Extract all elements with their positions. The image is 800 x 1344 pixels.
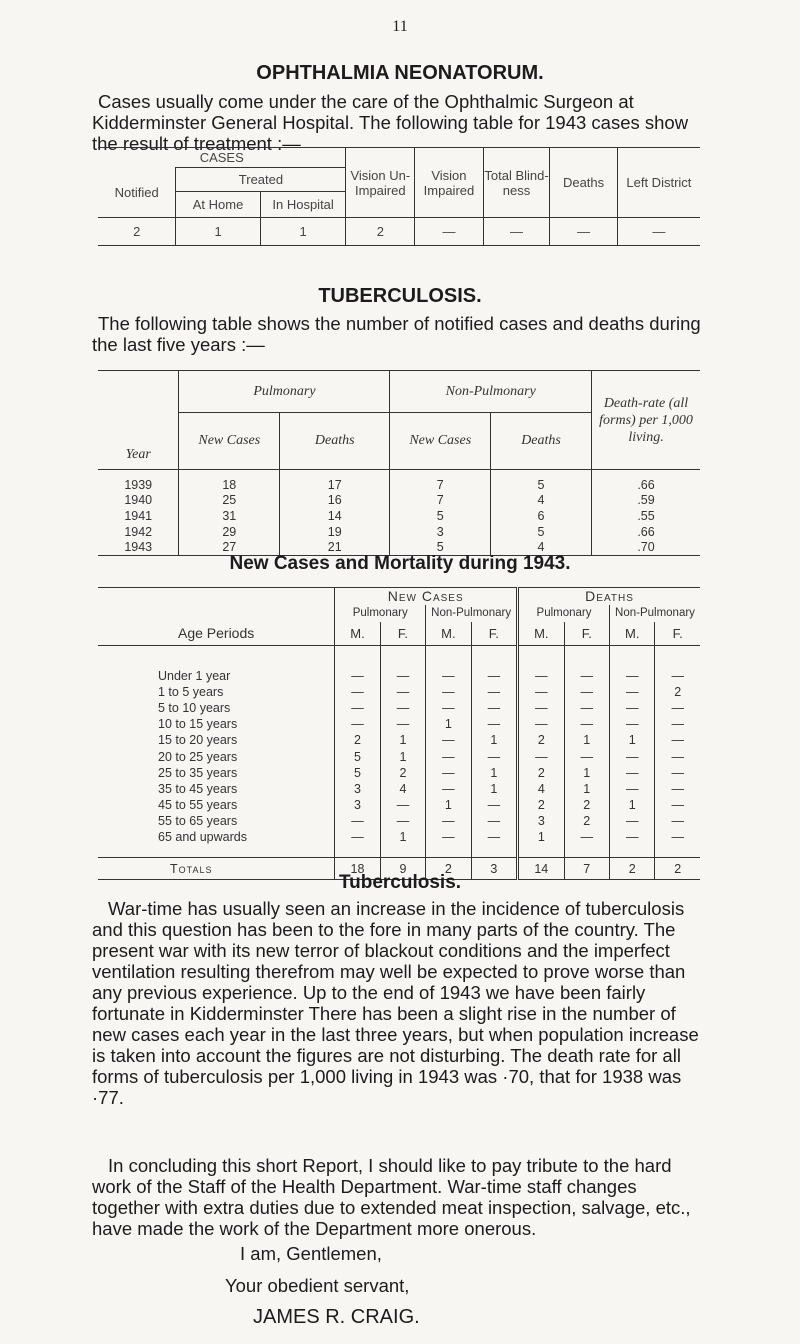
mortality-cell: 2 — [518, 797, 564, 813]
age-period-label: Under 1 year — [98, 668, 335, 684]
mortality-cell: — — [471, 700, 517, 716]
tuberculosis-table — [98, 370, 700, 556]
mortality-table — [98, 587, 700, 880]
mortality-cell: — — [426, 700, 471, 716]
mortality-title: New Cases and Mortality during 1943. — [229, 553, 571, 574]
new-cases-header: New Cases — [335, 588, 518, 605]
mortality-cell: 1 — [426, 716, 471, 732]
mortality-row — [98, 797, 700, 813]
cell-pulmonary-new-cases: 18 — [179, 470, 280, 492]
mortality-cell: — — [655, 748, 700, 764]
signature-name: JAMES R. CRAIG. — [253, 1306, 420, 1328]
cell-non-pulmonary-new-cases: 5 — [390, 540, 491, 556]
cell-non-pulmonary-deaths: 6 — [491, 508, 592, 524]
mortality-cell: 4 — [380, 781, 425, 797]
treated-header: Treated — [176, 168, 346, 192]
non-pulmonary-new-cases-header: New Cases — [390, 413, 491, 470]
mortality-cell: 1 — [426, 797, 471, 813]
mortality-cell: — — [471, 668, 517, 684]
mortality-cell: — — [564, 668, 609, 684]
cell-pulmonary-new-cases: 31 — [179, 508, 280, 524]
mortality-cell: — — [471, 813, 517, 829]
mortality-cell: 2 — [564, 813, 609, 829]
cell-year: 1943 — [98, 540, 179, 556]
cell-non-pulmonary-new-cases: 3 — [390, 524, 491, 540]
mortality-row — [98, 781, 700, 797]
mortality-cell: 18 — [335, 858, 380, 880]
mortality-cell: — — [426, 829, 471, 845]
age-period-label: 55 to 65 years — [98, 813, 335, 829]
at-home-header: At Home — [176, 192, 260, 218]
mortality-cell: 2 — [518, 732, 564, 748]
mortality-cell: — — [518, 684, 564, 700]
mortality-cell: — — [655, 732, 700, 748]
mortality-cell: 3 — [335, 797, 380, 813]
ophthalmia-intro: Cases usually come under the care of the Ophthalmic Surgeon at Kidderminster General Hospital. The following table for 1943 cases show the result of treatment :— — [92, 91, 689, 154]
male-header: M. — [609, 622, 654, 646]
mortality-cell: — — [335, 700, 380, 716]
mortality-cell: 1 — [380, 748, 425, 764]
age-period-label: 1 to 5 years — [98, 684, 335, 700]
mortality-cell: — — [471, 829, 517, 845]
cell-pulmonary-deaths: 16 — [280, 492, 390, 508]
cell-year: 1941 — [98, 508, 179, 524]
mortality-cell: — — [426, 765, 471, 781]
mortality-cell: 1 — [471, 765, 517, 781]
mortality-cell: — — [564, 716, 609, 732]
male-header: M. — [518, 622, 564, 646]
tuberculosis-intro: The following table shows the number of notified cases and deaths during the last five years :— — [92, 313, 701, 355]
cell-deaths: — — [550, 218, 618, 246]
mortality-row — [98, 765, 700, 781]
mortality-cell: 2 — [380, 765, 425, 781]
cell-total-blindness: — — [483, 218, 550, 246]
female-header: F. — [380, 622, 425, 646]
mortality-cell: 2 — [335, 732, 380, 748]
d-non-pulmonary-header: Non-Pulmonary — [609, 605, 700, 622]
mortality-row — [98, 668, 700, 684]
mortality-cell: 2 — [655, 858, 700, 880]
mortality-cell: — — [518, 700, 564, 716]
mortality-row — [98, 829, 700, 845]
mortality-row — [98, 684, 700, 700]
mortality-cell: — — [380, 668, 425, 684]
cell-year: 1940 — [98, 492, 179, 508]
mortality-row — [98, 716, 700, 732]
mortality-cell: — — [426, 668, 471, 684]
mortality-cell: 2 — [655, 684, 700, 700]
mortality-cell: — — [609, 781, 654, 797]
cell-non-pulmonary-new-cases: 7 — [390, 492, 491, 508]
pulmonary-deaths-header: Deaths — [280, 413, 390, 470]
mortality-cell: — — [564, 684, 609, 700]
mortality-cell: — — [655, 716, 700, 732]
mortality-cell: — — [655, 700, 700, 716]
mortality-cell: — — [380, 797, 425, 813]
mortality-cell: — — [471, 797, 517, 813]
mortality-cell: — — [471, 684, 517, 700]
cell-notified: 2 — [98, 218, 176, 246]
mortality-cell: — — [335, 716, 380, 732]
cell-non-pulmonary-new-cases: 5 — [390, 508, 491, 524]
mortality-cell: 1 — [380, 829, 425, 845]
mortality-cell: — — [609, 829, 654, 845]
in-hospital-header: In Hospital — [260, 192, 346, 218]
mortality-cell: — — [564, 700, 609, 716]
cell-in-hospital: 1 — [260, 218, 346, 246]
cell-pulmonary-deaths: 21 — [280, 540, 390, 556]
cell-non-pulmonary-deaths: 4 — [491, 492, 592, 508]
mortality-cell: — — [655, 668, 700, 684]
death-rate-header: Death-rate (all forms) per 1,000 living. — [592, 371, 700, 470]
mortality-cell: — — [518, 668, 564, 684]
table-spacer-row — [98, 646, 700, 668]
mortality-cell: 1 — [609, 732, 654, 748]
female-header: F. — [655, 622, 700, 646]
tuberculosis-title: TUBERCULOSIS. — [318, 285, 482, 307]
cell-vision-unimpaired: 2 — [346, 218, 415, 246]
mortality-table-body — [98, 646, 700, 880]
cell-pulmonary-deaths: 14 — [280, 508, 390, 524]
pulmonary-new-cases-header: New Cases — [179, 413, 280, 470]
mortality-cell: — — [564, 829, 609, 845]
non-pulmonary-header: Non-Pulmonary — [390, 371, 592, 413]
ophthalmia-row — [98, 218, 700, 246]
mortality-cell: 1 — [471, 732, 517, 748]
mortality-cell: 3 — [518, 813, 564, 829]
mortality-cell: — — [380, 700, 425, 716]
cases-header: CASES — [98, 148, 346, 168]
mortality-cell: 5 — [335, 765, 380, 781]
cell-death-rate: .59 — [592, 492, 700, 508]
totals-label: Totals — [98, 858, 335, 880]
ophthalmia-table — [98, 147, 700, 246]
mortality-cell: 14 — [518, 858, 564, 880]
cell-pulmonary-new-cases: 29 — [179, 524, 280, 540]
cell-non-pulmonary-deaths: 5 — [491, 470, 592, 492]
non-pulmonary-deaths-header: Deaths — [491, 413, 592, 470]
page-number: 11 — [392, 18, 408, 35]
mortality-cell: — — [380, 813, 425, 829]
total-blindness-header: Total Blind- ness — [483, 148, 550, 218]
mortality-cell: 1 — [609, 797, 654, 813]
mortality-cell: — — [655, 765, 700, 781]
cell-left-district: — — [617, 218, 700, 246]
mortality-cell: 1 — [564, 732, 609, 748]
mortality-cell: 1 — [564, 781, 609, 797]
age-period-label: 45 to 55 years — [98, 797, 335, 813]
mortality-cell: — — [609, 716, 654, 732]
mortality-cell: — — [380, 684, 425, 700]
age-period-label: 25 to 35 years — [98, 765, 335, 781]
d-pulmonary-header: Pulmonary — [518, 605, 610, 622]
notified-header: Notified — [98, 168, 176, 218]
mortality-cell: 2 — [564, 797, 609, 813]
mortality-cell: 7 — [564, 858, 609, 880]
mortality-cell: — — [426, 684, 471, 700]
mortality-cell: 1 — [564, 765, 609, 781]
mortality-cell: 3 — [471, 858, 517, 880]
mortality-cell: — — [655, 797, 700, 813]
mortality-cell: 5 — [335, 748, 380, 764]
cell-non-pulmonary-deaths: 5 — [491, 524, 592, 540]
mortality-cell: — — [609, 684, 654, 700]
female-header: F. — [564, 622, 609, 646]
cell-pulmonary-new-cases: 27 — [179, 540, 280, 556]
cell-death-rate: .66 — [592, 470, 700, 492]
mortality-cell: — — [609, 765, 654, 781]
mortality-cell: — — [655, 829, 700, 845]
mortality-cell: — — [426, 732, 471, 748]
mortality-cell: 2 — [426, 858, 471, 880]
mortality-cell: — — [426, 748, 471, 764]
cell-pulmonary-deaths: 19 — [280, 524, 390, 540]
table-spacer-row — [98, 846, 700, 858]
salutation: I am, Gentlemen, — [240, 1243, 382, 1264]
mortality-row — [98, 732, 700, 748]
mortality-cell: 4 — [518, 781, 564, 797]
mortality-cell: — — [609, 668, 654, 684]
mortality-cell: 1 — [380, 732, 425, 748]
cell-pulmonary-new-cases: 25 — [179, 492, 280, 508]
nc-pulmonary-header: Pulmonary — [335, 605, 426, 622]
age-period-label: 65 and upwards — [98, 829, 335, 845]
mortality-cell: 3 — [335, 781, 380, 797]
cell-at-home: 1 — [176, 218, 260, 246]
tuberculosis-table-body — [98, 470, 700, 556]
deaths-header: Deaths — [518, 588, 700, 605]
age-period-label: 35 to 45 years — [98, 781, 335, 797]
mortality-cell: 1 — [471, 781, 517, 797]
mortality-cell: — — [655, 813, 700, 829]
mortality-cell: — — [655, 781, 700, 797]
mortality-cell: — — [426, 813, 471, 829]
mortality-cell: 2 — [518, 765, 564, 781]
tb-text-heading: Tuberculosis. — [338, 872, 462, 893]
nc-non-pulmonary-header: Non-Pulmonary — [426, 605, 518, 622]
tuberculosis-row — [98, 492, 700, 508]
year-header: Year — [98, 371, 179, 470]
male-header: M. — [335, 622, 380, 646]
mortality-cell: — — [335, 813, 380, 829]
mortality-cell: 1 — [518, 829, 564, 845]
tuberculosis-row — [98, 524, 700, 540]
age-period-label: 15 to 20 years — [98, 732, 335, 748]
mortality-cell: — — [471, 748, 517, 764]
ophthalmia-title: OPHTHALMIA NEONATORUM. — [256, 62, 544, 84]
tb-text-para1: War-time has usually seen an increase in the incidence of tuberculosis and this question has been to the fore in many parts of the country. The present war with its new terror of blackout conditions and the imperfect ventilation resulting therefrom may well be expected to prove worse than any previous experience. Up to the end of 1943 we have been fairly fortunate in Kidderminster There has been a slight rise in the number of new cases each year in the last three years, but when population increase is taken into account the figures are not disturbing. The death rate for all forms of tuberculosis per 1,000 living in 1943 was ·70, that for 1938 was ·77. — [92, 898, 699, 1108]
mortality-cell: — — [609, 748, 654, 764]
cell-non-pulmonary-new-cases: 7 — [390, 470, 491, 492]
age-period-label: 20 to 25 years — [98, 748, 335, 764]
cell-non-pulmonary-deaths: 4 — [491, 540, 592, 556]
mortality-row — [98, 748, 700, 764]
age-period-label: 5 to 10 years — [98, 700, 335, 716]
cell-year: 1939 — [98, 470, 179, 492]
cell-death-rate: .70 — [592, 540, 700, 556]
mortality-cell: — — [380, 716, 425, 732]
tuberculosis-row — [98, 508, 700, 524]
mortality-cell: — — [609, 700, 654, 716]
mortality-cell: — — [518, 716, 564, 732]
vision-unimpaired-header: Vision Un- Impaired — [346, 148, 415, 218]
mortality-cell: — — [426, 781, 471, 797]
mortality-row — [98, 700, 700, 716]
cell-vision-impaired: — — [415, 218, 484, 246]
cell-death-rate: .55 — [592, 508, 700, 524]
mortality-cell: 9 — [380, 858, 425, 880]
age-periods-header: Age Periods — [98, 588, 335, 646]
tb-text-para2: In concluding this short Report, I should like to pay tribute to the hard work of the Staff of the Health Department. War-time staff changes together with extra duties due to extended meat inspection, salvage, etc., have made the work of the Department more onerous. — [92, 1155, 691, 1239]
deaths-header: Deaths — [550, 148, 618, 218]
valediction: Your obedient servant, — [225, 1275, 410, 1296]
mortality-cell: — — [518, 748, 564, 764]
mortality-cell: — — [471, 716, 517, 732]
cell-death-rate: .66 — [592, 524, 700, 540]
cell-year: 1942 — [98, 524, 179, 540]
age-period-label: 10 to 15 years — [98, 716, 335, 732]
mortality-row — [98, 813, 700, 829]
female-header: F. — [471, 622, 517, 646]
cell-pulmonary-deaths: 17 — [280, 470, 390, 492]
mortality-cell: — — [335, 668, 380, 684]
left-district-header: Left District — [617, 148, 700, 218]
mortality-cell: — — [564, 748, 609, 764]
vision-impaired-header: Vision Impaired — [415, 148, 484, 218]
tuberculosis-row — [98, 470, 700, 492]
mortality-cell: — — [335, 829, 380, 845]
mortality-cell: — — [609, 813, 654, 829]
mortality-cell: 2 — [609, 858, 654, 880]
mortality-cell: — — [335, 684, 380, 700]
male-header: M. — [426, 622, 471, 646]
pulmonary-header: Pulmonary — [179, 371, 390, 413]
